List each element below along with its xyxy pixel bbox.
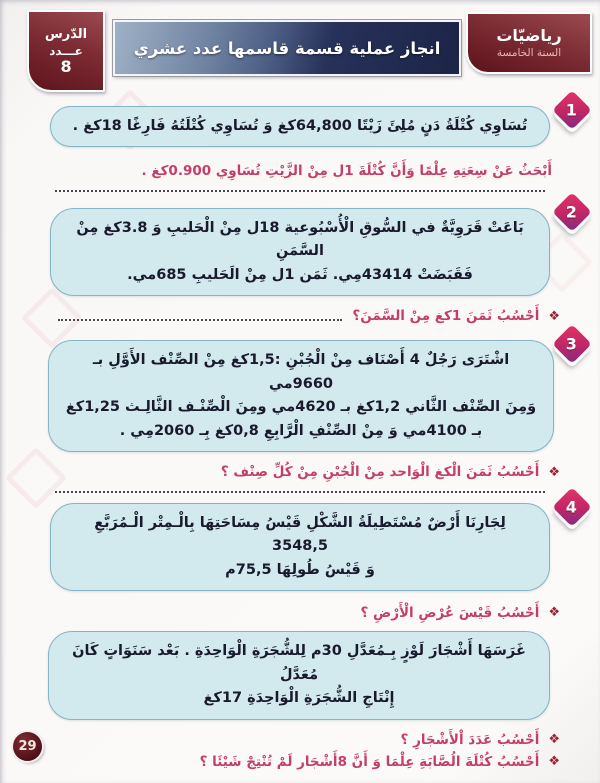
exercise-number: 1 xyxy=(566,100,578,120)
lesson-title-banner xyxy=(113,20,461,76)
exercise-1-question xyxy=(0,161,600,181)
exercise-4 xyxy=(0,497,600,624)
lesson-number-badge xyxy=(27,10,105,92)
statement-line: بَاعَتْ قَرَوِيَّةٌ في السُّوقِ الْأُسْبُوعية 18ل مِنْ الْحَليبِ وَ 3.8كغ مِنْ السَّمَنِ xyxy=(76,219,524,260)
question-text: أَبْحَثُ عَنْ سِعَتِهِ عِلْمًا وَأَنَّ كُتْلَةَ 1ل مِنْ الزَّيْتِ تُسَاوِي 0.900كغ . xyxy=(141,163,552,180)
diamond-bullet-icon: ❖ xyxy=(548,754,560,770)
answer-dotted-line xyxy=(55,190,545,192)
exercises-area xyxy=(0,100,600,772)
question-text: أَحْسُبُ ثَمَنَ 1كغ مِنْ السَّمَنَ؟ xyxy=(352,308,540,325)
exercise-number: 3 xyxy=(566,334,578,354)
diamond-bullet-icon: ❖ xyxy=(548,732,560,748)
exercise-4b-statement-box xyxy=(48,631,550,719)
exercise-4-number-badge xyxy=(552,487,592,527)
exercise-1 xyxy=(0,100,600,192)
exercise-2-number-badge xyxy=(552,192,592,232)
exercise-1-statement-box xyxy=(50,106,550,147)
lesson-badge-label: الدّرس xyxy=(44,27,88,43)
lesson-badge-number: 8 xyxy=(60,56,72,76)
page-number-badge xyxy=(13,732,42,761)
question-text: أَحْسُبُ قَيْسَ عُرْضِ الْأَرْضِ ؟ xyxy=(360,605,540,622)
statement-line: تُسَاوِي كُتْلَةُ دَنٍ مُلِئَ زَيْتًا 64,800كغ وَ تُسَاوِي كُتْلَتُهُ فَارِغًا 18كغ . xyxy=(72,118,528,134)
grade-level: السنة الخامسة xyxy=(496,46,562,59)
question-text: أَحْسُبُ ثَمَنَ الْكغ الْوَاحد مِنْ الْجُبْنِ مِنْ كُلِّ صِنْف ؟ xyxy=(220,464,540,481)
statement-line: غَرَسَهَا أَشْجَارَ لَوْزٍ بِـمُعَدَّلِ 30م لِلشُّجَرَةِ الْوَاحِدَةِ . بَعْد سَنَوَاتٍ كَانَ مُعَدَّلُ xyxy=(72,643,526,683)
diamond-bullet-icon: ❖ xyxy=(548,308,560,324)
statement-line: بـ 4100مي وَ مِنْ الصِّنْفِ الْرَّابِعِ 0,8كغ بِـ 2060مِي . xyxy=(119,422,483,439)
statement-line: فَقَبَضَتْ 43414مِي. ثَمَن 1ل مِنْ الَحَليبِ 685مي. xyxy=(127,266,473,283)
exercise-4-continued xyxy=(0,631,600,772)
question-text: أَحْسُبُ عَدَدَ اْلأَشْجَارِ ؟ xyxy=(400,731,540,748)
answer-dotted-leader xyxy=(58,309,342,321)
exercise-3-question xyxy=(0,462,600,482)
statement-line: لِجَارِنَا أَرْضٌ مُسْتَطِيلَةُ الشَّكْلِ قَيْسُ مِسَاحَتِهَا بِالْـمِتْر الْـمُرَبَّعِ 3548,5 xyxy=(94,514,506,555)
exercise-2 xyxy=(0,202,600,327)
diamond-bullet-icon: ❖ xyxy=(548,605,560,621)
subject-badge xyxy=(466,12,592,74)
exercise-4b-question-2 xyxy=(0,752,600,772)
exercise-2-statement-box xyxy=(50,208,550,296)
exercise-4-question xyxy=(0,603,600,623)
lesson-badge-word: عـــدد xyxy=(49,43,83,58)
page-number-text: 29 xyxy=(18,739,37,754)
subject-name: رياضيّات xyxy=(496,25,562,45)
exercise-number: 4 xyxy=(566,497,578,517)
statement-line: وَمِنَ الصِّنْف الثَّاني 1,2كغ بـ 4620مي ومِنَ الْصِّنْـف الثَّالِـث 1,25كغ xyxy=(65,399,537,416)
question-text: أَحْسُبُ كُتْلَةَ الُصَّابَةِ عِلْمَا وَ أَنَّ 8أَشْجَار لَمْ تُنْتِجْ شَيْئَا ؟ xyxy=(199,754,540,771)
page-header xyxy=(0,0,600,96)
exercise-4b-question-1 xyxy=(0,730,600,750)
statement-line: وَ قَيْسُ طُولِهَا 75,5م xyxy=(225,561,375,578)
diamond-bullet-icon: ❖ xyxy=(548,464,560,480)
exercise-3-number-badge xyxy=(552,325,592,365)
page-title: انجاز عملية قسمة قاسمها عدد عشري xyxy=(133,38,441,58)
exercise-1-number-badge xyxy=(552,90,592,130)
exercise-3-statement-box xyxy=(48,340,554,452)
answer-dotted-line xyxy=(55,491,545,493)
exercise-3 xyxy=(0,334,600,492)
exercise-2-question xyxy=(0,306,600,326)
exercise-number: 2 xyxy=(566,202,578,222)
statement-line: إِنْتَاجِ الشُّجَرَةِ الْوَاحِدَةِ 17كغ xyxy=(203,690,395,707)
exercise-4-statement-box xyxy=(50,503,550,591)
statement-line: اشْتَرَى رَجُلٌ 4 أَصْنَاف مِنْ الْجُبْنِ :1,5كغ مِنْ الصِّنْف الأَوَّلِ بـ 9660مي xyxy=(92,352,510,392)
